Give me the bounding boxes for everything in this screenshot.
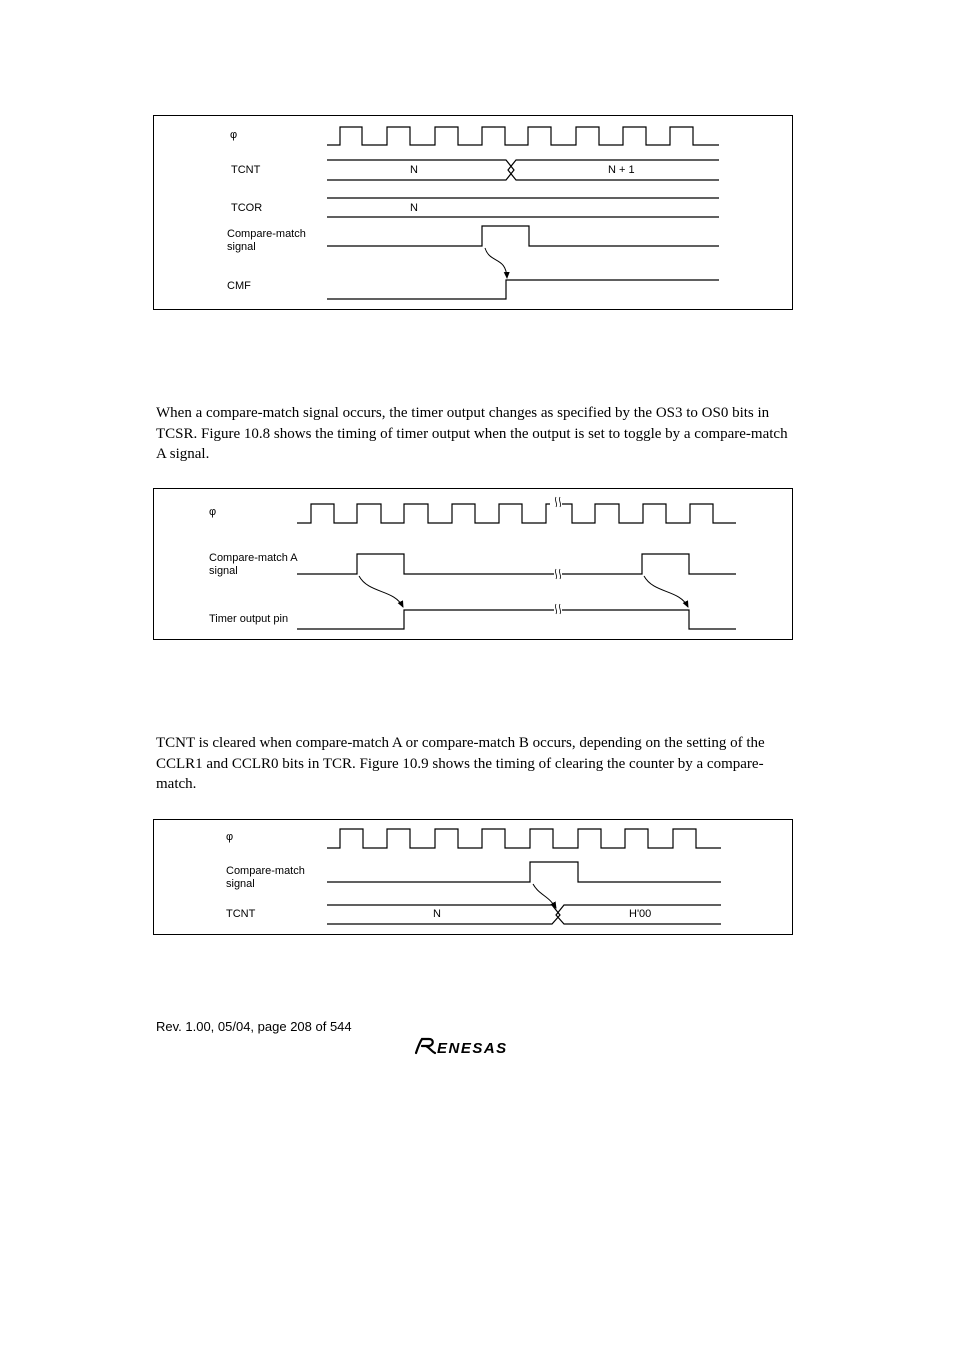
compare-match-waveform [327,226,719,246]
cmf-label: CMF [227,280,251,292]
timer-output-waveform [297,610,736,629]
phi-label: φ [209,506,217,518]
cause-arrow-1 [359,576,403,607]
renesas-logo [413,1036,535,1061]
tcnt-value-n: N [410,164,418,176]
tcor-value: N [410,202,418,214]
timing-figure-timer-output [153,488,793,640]
svg-text:ENESAS: ENESAS [437,1040,508,1056]
page-footer: Rev. 1.00, 05/04, page 208 of 544 [156,1019,352,1034]
tcnt-bus [327,905,721,924]
clock-waveform [327,829,721,848]
renesas-logo-mark [413,1036,535,1056]
tcnt-label: TCNT [226,908,256,920]
body-paragraph-counter-clear: TCNT is cleared when compare-match A or compare-match B occurs, depending on the setting of the CCLR1 and CCLR0 bits in TCR. Figure 10.9 shows the timing of clearing the counter by a compare-match. [156,735,765,792]
tcnt-bus [327,160,719,180]
timing-figure-compare-match [153,115,793,310]
timer-output-label: Timer output pin [209,613,289,625]
tcor-bus [327,198,719,217]
compare-match-a-label: Compare-match A signal [209,552,298,577]
compare-match-label: Compare-match signal [227,228,306,253]
body-paragraph-timer-output: When a compare-match signal occurs, the timer output changes as specified by the OS3 to OS0 bits in TCSR. Figure 10.8 shows the timing of timer output when the output is set to toggle by a compare-match A signal. [156,405,788,462]
cause-arrow [485,248,507,278]
tcnt-label: TCNT [231,164,261,176]
compare-match-waveform [327,862,721,882]
clock-waveform [327,127,719,145]
tcor-label: TCOR [231,202,263,214]
timing-figure-counter-clear [153,819,793,935]
break-mark [555,497,560,614]
clock-waveform [297,504,736,523]
compare-match-a-waveform [297,554,736,574]
tcnt-value-n: N [433,908,441,920]
phi-label: φ [226,831,234,843]
cause-arrow-2 [644,576,688,607]
tcnt-value-h00: H'00 [629,908,652,920]
compare-match-label: Compare-match signal [226,865,305,890]
tcnt-value-n-plus-1: N + 1 [608,164,635,176]
phi-label: φ [230,129,238,141]
cmf-waveform [327,280,719,299]
